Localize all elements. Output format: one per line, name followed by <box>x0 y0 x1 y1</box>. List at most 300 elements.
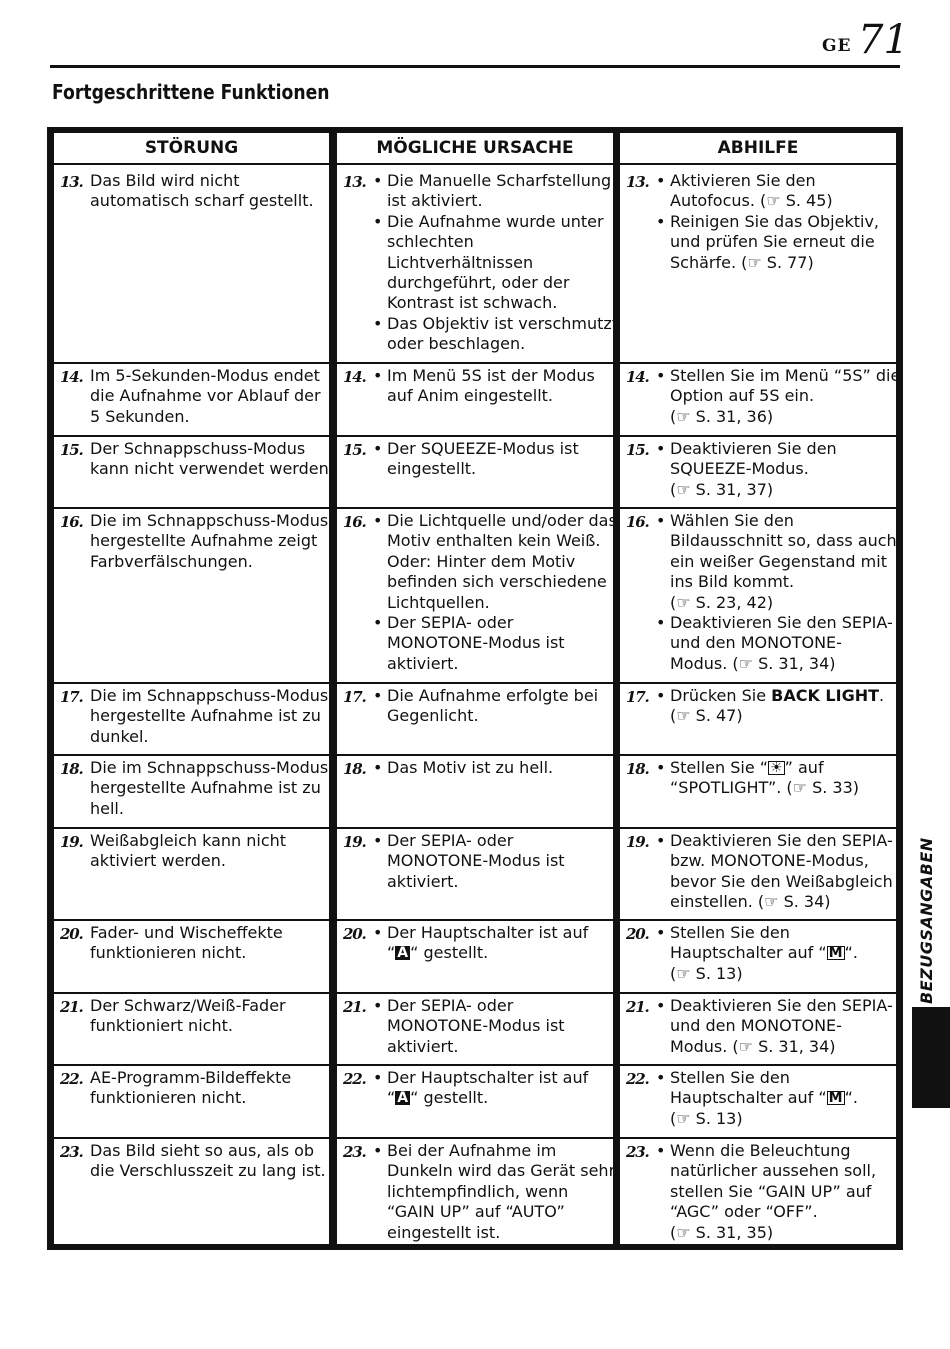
text-line: stellen Sie “GAIN UP” auf <box>670 1181 872 1201</box>
bullet-item <box>656 171 892 212</box>
table-cell <box>337 686 613 754</box>
text-line: • Die Aufnahme erfolgte bei <box>387 686 599 705</box>
spotlight-icon: ☀ <box>770 760 783 776</box>
text-fragment: Drücken Sie <box>670 686 772 705</box>
text-line: hergestellte Aufnahme ist zu <box>90 778 321 798</box>
bullet-item <box>656 1068 892 1129</box>
row-number: 22. <box>626 1070 649 1088</box>
text-line: aktiviert. <box>387 653 459 673</box>
cell-text <box>90 171 325 212</box>
table-cell <box>54 686 329 754</box>
bullet-item <box>656 831 892 913</box>
row-number: 15. <box>60 441 83 459</box>
text-line: durchgeführt, oder der <box>387 273 570 293</box>
table-cell <box>620 439 896 507</box>
text-line: aktiviert. <box>387 871 459 891</box>
table-cell <box>337 996 613 1064</box>
table-cell <box>620 1068 896 1137</box>
row-number: 22. <box>343 1070 366 1088</box>
row-number: 21. <box>60 998 83 1016</box>
text-line: und prüfen Sie erneut die <box>670 232 875 252</box>
text-fragment: Hauptschalter auf “ <box>670 1088 827 1108</box>
cell-text <box>90 996 325 1037</box>
row-divider <box>337 435 613 437</box>
table-cell <box>54 996 329 1064</box>
text-line: bevor Sie den Weißabgleich <box>670 871 893 891</box>
row-number: 17. <box>626 688 649 706</box>
text-line: Lichtverhältnissen <box>387 252 534 272</box>
text-line: Gegenlicht. <box>387 706 479 726</box>
bullet-item <box>373 686 609 727</box>
button-name: BACK LIGHT <box>771 686 880 705</box>
row-number: 15. <box>626 441 649 459</box>
row-number: 16. <box>60 513 83 531</box>
row-divider <box>620 827 896 829</box>
text-line: Autofocus. (☞ S. 45) <box>670 191 833 211</box>
row-number: 14. <box>60 368 83 386</box>
text-fragment: “. <box>844 943 858 963</box>
text-line: Oder: Hinter dem Motiv <box>387 551 576 571</box>
table-cell <box>54 1141 329 1244</box>
text-line: “GAIN UP” auf “AUTO” <box>387 1202 565 1222</box>
text-line: “AGC” oder “OFF”. <box>670 1202 818 1222</box>
row-number: 21. <box>343 998 366 1016</box>
row-number: 20. <box>60 925 83 943</box>
text-line <box>670 686 892 706</box>
bullet-item <box>373 1141 616 1243</box>
text-line: hergestellte Aufnahme ist zu <box>90 706 321 726</box>
side-tab-marker <box>912 1007 950 1108</box>
row-number: 19. <box>343 833 366 851</box>
table-cell <box>54 439 334 507</box>
problem-text <box>90 1068 325 1109</box>
column-cause <box>337 133 619 1244</box>
row-number: 15. <box>343 441 366 459</box>
text-line <box>670 943 892 963</box>
remedy-text <box>656 366 901 427</box>
remedy-text <box>656 686 892 727</box>
row-divider <box>620 1137 896 1139</box>
text-line: • Der SQUEEZE-Modus ist <box>387 439 579 458</box>
row-number: 13. <box>626 173 649 191</box>
table-cell <box>620 758 896 827</box>
text-line: automatisch scharf gestellt. <box>90 191 314 211</box>
cause-text <box>373 686 609 727</box>
text-line: hergestellte Aufnahme zeigt <box>90 531 318 551</box>
bullet-item <box>373 831 609 892</box>
row-number: 13. <box>60 173 83 191</box>
row-number: 23. <box>343 1143 366 1161</box>
text-line: Motiv enthalten kein Weiß. <box>387 531 601 551</box>
row-divider <box>54 919 329 921</box>
text-line: Weißabgleich kann nicht <box>90 831 287 850</box>
bullet-item <box>656 366 901 427</box>
text-line: • Das Motiv ist zu hell. <box>387 758 554 777</box>
text-line: funktionieren nicht. <box>90 1088 247 1108</box>
row-number: 21. <box>626 998 649 1016</box>
text-line: Der Schnappschuss-Modus <box>90 439 306 458</box>
bullet-item <box>656 212 892 273</box>
row-divider <box>54 827 329 829</box>
text-line: 5 Sekunden. <box>90 406 190 426</box>
bullet-item <box>656 758 892 799</box>
table-cell <box>620 923 896 992</box>
text-line: • Der SEPIA- oder <box>387 613 514 633</box>
cell-text <box>90 1068 325 1109</box>
cause-text <box>373 831 609 892</box>
row-divider <box>54 362 329 364</box>
text-line: • Bei der Aufnahme im <box>387 1141 557 1160</box>
row-number: 19. <box>60 833 83 851</box>
column-header-remedy: ABHILFE <box>620 133 896 165</box>
side-tab-label: BEZUGSANGABEN <box>917 837 936 1004</box>
bullet-item <box>373 366 609 407</box>
remedy-text <box>656 171 892 273</box>
text-line: Option auf 5S ein. <box>670 386 815 406</box>
text-line: Modus. (☞ S. 31, 34) <box>670 1036 836 1056</box>
text-line: • Der SEPIA- oder <box>387 831 514 850</box>
text-fragment: “ <box>387 943 396 963</box>
cell-text <box>90 511 329 572</box>
problem-text <box>90 831 325 872</box>
row-divider <box>54 1137 329 1139</box>
table-cell <box>337 511 617 682</box>
text-line: und den MONOTONE- <box>670 1016 842 1036</box>
text-line: oder beschlagen. <box>387 334 526 354</box>
text-line: Die im Schnappschuss-Modus <box>90 511 329 530</box>
problem-text <box>90 171 325 212</box>
table-cell <box>337 923 613 992</box>
text-line: • Stellen Sie im Menü “5S” die <box>670 366 901 385</box>
row-divider <box>54 435 329 437</box>
problem-text <box>90 686 329 747</box>
row-divider <box>54 682 329 684</box>
text-line: ein weißer Gegenstand mit <box>670 551 887 571</box>
column-header-cause: MÖGLICHE URSACHE <box>337 133 613 165</box>
text-line: AE-Programm-Bildeffekte <box>90 1068 292 1087</box>
column-remedy <box>620 133 901 1244</box>
text-line: • Die Manuelle Scharfstellung <box>387 171 612 190</box>
problem-text <box>90 1141 325 1182</box>
row-number: 16. <box>343 513 366 531</box>
row-divider <box>337 507 613 509</box>
column-header-problem: STÖRUNG <box>54 133 329 165</box>
text-line: Schärfe. (☞ S. 77) <box>670 252 814 272</box>
cause-text <box>373 511 617 674</box>
text-line: Das Bild wird nicht <box>90 171 240 190</box>
problem-text <box>90 758 329 819</box>
row-divider <box>620 507 896 509</box>
text-line: • Deaktivieren Sie den SEPIA- <box>670 831 893 850</box>
text-fragment: Stellen Sie “ <box>670 758 769 777</box>
table-cell <box>54 171 329 362</box>
table-cell <box>620 171 896 362</box>
text-line: Farbverfälschungen. <box>90 551 253 571</box>
row-number: 20. <box>343 925 366 943</box>
text-line: Die im Schnappschuss-Modus <box>90 686 329 705</box>
text-line: hell. <box>90 798 124 818</box>
bullet-item <box>656 1141 892 1243</box>
row-number: 23. <box>626 1143 649 1161</box>
cause-text <box>373 171 619 355</box>
section-title: Fortgeschrittene Funktionen <box>52 80 330 104</box>
row-divider <box>337 827 613 829</box>
text-line: • Die Aufnahme wurde unter <box>387 211 604 231</box>
text-line <box>670 1088 892 1108</box>
problem-text <box>90 439 334 480</box>
text-line: befinden sich verschiedene <box>387 572 607 592</box>
table-cell <box>620 996 896 1064</box>
cell-text <box>90 686 329 747</box>
text-line: • Im Menü 5S ist der Modus <box>387 366 595 385</box>
row-divider <box>337 919 613 921</box>
table-cell <box>620 1141 896 1244</box>
row-number: 16. <box>626 513 649 531</box>
text-line: Bildausschnitt so, dass auch <box>670 531 897 551</box>
bullet-item <box>656 439 892 500</box>
problem-text <box>90 366 325 427</box>
row-divider <box>620 435 896 437</box>
text-line: SQUEEZE-Modus. <box>670 459 809 479</box>
text-line: • Wählen Sie den <box>670 511 794 530</box>
text-fragment: “. <box>844 1088 858 1108</box>
remedy-text <box>656 996 892 1057</box>
row-divider <box>337 362 613 364</box>
table-cell <box>337 171 619 362</box>
bullet-item <box>373 1068 609 1109</box>
text-line: “SPOTLIGHT”. (☞ S. 33) <box>670 778 860 798</box>
row-divider <box>54 754 329 756</box>
row-divider <box>620 992 896 994</box>
problem-text <box>90 923 325 964</box>
text-fragment: ” auf <box>784 758 824 777</box>
text-line: • Die Lichtquelle und/oder das <box>387 511 617 530</box>
remedy-text <box>656 1141 892 1243</box>
table-cell <box>337 758 613 827</box>
table-cell <box>54 511 329 682</box>
cell-text <box>90 1141 325 1182</box>
cell-text <box>90 439 334 480</box>
cell-text <box>90 366 325 427</box>
page-number: 71 <box>858 17 909 63</box>
table-cell <box>620 366 901 435</box>
text-line: funktionieren nicht. <box>90 943 247 963</box>
text-fragment: “ <box>387 1088 396 1108</box>
text-line: schlechten <box>387 232 474 252</box>
header-language-code: GE <box>822 36 852 56</box>
cause-text <box>373 439 609 480</box>
text-line: • Stellen Sie den <box>670 923 790 942</box>
text-line: • Reinigen Sie das Objektiv, <box>670 211 879 231</box>
bullet-item <box>656 996 892 1057</box>
text-line: • Deaktivieren Sie den <box>670 439 837 458</box>
table-cell <box>54 366 329 435</box>
text-line: (☞ S. 31, 35) <box>670 1222 774 1242</box>
table-cell <box>337 1068 613 1137</box>
text-line <box>387 943 609 963</box>
text-line: die Aufnahme vor Ablauf der <box>90 386 321 406</box>
bullet-item <box>373 923 609 964</box>
text-line: Im 5-Sekunden-Modus endet <box>90 366 320 385</box>
row-number: 14. <box>626 368 649 386</box>
row-divider <box>337 754 613 756</box>
table-cell <box>54 831 329 919</box>
bullet-item <box>656 686 892 727</box>
bullet-item <box>373 439 609 480</box>
text-line: • Der SEPIA- oder <box>387 996 514 1015</box>
table-cell <box>54 758 329 827</box>
text-line: (☞ S. 47) <box>670 706 743 726</box>
row-number: 18. <box>60 760 83 778</box>
row-number: 18. <box>343 760 366 778</box>
bullet-item <box>373 313 619 355</box>
bullet-item <box>656 613 892 674</box>
text-line: (☞ S. 31, 36) <box>670 406 774 426</box>
text-line: kann nicht verwendet werden. <box>90 459 334 479</box>
text-line: • Aktivieren Sie den <box>670 171 816 190</box>
header-rule <box>50 65 900 68</box>
row-number: 22. <box>60 1070 83 1088</box>
auto-mode-icon: A <box>397 945 409 962</box>
table-cell <box>620 686 896 754</box>
row-divider <box>620 754 896 756</box>
text-line: (☞ S. 31, 37) <box>670 479 774 499</box>
row-number: 23. <box>60 1143 83 1161</box>
row-divider <box>54 1064 329 1066</box>
troubleshooting-table <box>47 127 903 1250</box>
text-line: die Verschlusszeit zu lang ist. <box>90 1161 326 1181</box>
row-divider <box>337 1137 613 1139</box>
text-line: Modus. (☞ S. 31, 34) <box>670 653 836 673</box>
remedy-text <box>656 923 892 984</box>
row-divider <box>620 1064 896 1066</box>
table-cell <box>337 831 613 919</box>
cell-text <box>90 758 329 819</box>
cause-text <box>373 996 609 1057</box>
row-number: 17. <box>60 688 83 706</box>
text-line: einstellen. (☞ S. 34) <box>670 892 831 912</box>
text-line: dunkel. <box>90 726 149 746</box>
text-line: Lichtquellen. <box>387 592 490 612</box>
text-line <box>387 1088 609 1108</box>
text-line: • Deaktivieren Sie den SEPIA- <box>670 613 893 633</box>
text-line: Dunkeln wird das Gerät sehr <box>387 1161 616 1181</box>
text-fragment: Hauptschalter auf “ <box>670 943 827 963</box>
row-divider <box>54 992 329 994</box>
remedy-text <box>656 1068 892 1129</box>
text-line: • Deaktivieren Sie den SEPIA- <box>670 996 893 1015</box>
text-line: aktiviert werden. <box>90 851 226 871</box>
row-divider <box>620 682 896 684</box>
remedy-text <box>656 511 897 674</box>
problem-text <box>90 996 325 1037</box>
cause-text <box>373 366 609 407</box>
row-divider <box>337 1064 613 1066</box>
text-line: funktioniert nicht. <box>90 1016 233 1036</box>
auto-mode-icon: A <box>397 1090 409 1107</box>
cause-text <box>373 758 609 778</box>
row-divider <box>620 362 896 364</box>
text-line: natürlicher aussehen soll, <box>670 1161 877 1181</box>
text-line: eingestellt ist. <box>387 1222 501 1242</box>
text-line: • Stellen Sie den <box>670 1068 790 1087</box>
text-line: • Der Hauptschalter ist auf <box>387 923 589 942</box>
remedy-text <box>656 439 892 500</box>
text-line: lichtempfindlich, wenn <box>387 1181 569 1201</box>
text-line: Das Bild sieht so aus, als ob <box>90 1141 315 1160</box>
text-line: (☞ S. 13) <box>670 963 743 983</box>
row-divider <box>337 992 613 994</box>
text-line: • Der Hauptschalter ist auf <box>387 1068 589 1087</box>
cell-text <box>90 923 325 964</box>
text-fragment: . <box>879 686 885 705</box>
text-line: (☞ S. 13) <box>670 1108 743 1128</box>
text-line: auf Anim eingestellt. <box>387 386 553 406</box>
row-divider <box>620 919 896 921</box>
text-line: ins Bild kommt. <box>670 572 795 592</box>
bullet-item <box>373 758 609 778</box>
bullet-item <box>373 171 612 212</box>
text-line: • Das Objektiv ist verschmutzt <box>387 313 619 333</box>
text-line: MONOTONE-Modus ist <box>387 851 565 871</box>
text-line: • Wenn die Beleuchtung <box>670 1141 851 1160</box>
cause-text <box>373 1068 609 1109</box>
text-line: (☞ S. 23, 42) <box>670 592 774 612</box>
cause-text <box>373 923 609 964</box>
text-line: aktiviert. <box>387 1036 459 1056</box>
text-fragment: “ gestellt. <box>410 1088 489 1108</box>
cell-text <box>90 831 325 872</box>
text-line: Kontrast ist schwach. <box>387 293 558 313</box>
table-cell <box>620 511 896 682</box>
bullet-item <box>373 212 609 314</box>
text-line: Der Schwarz/Weiß-Fader <box>90 996 286 1015</box>
bullet-item <box>656 923 892 984</box>
text-line: MONOTONE-Modus ist <box>387 1016 565 1036</box>
bullet-item <box>373 996 609 1057</box>
remedy-text <box>656 758 892 799</box>
bullet-item <box>373 613 609 674</box>
text-line: ist aktiviert. <box>387 191 483 211</box>
problem-text <box>90 511 329 572</box>
cause-text <box>373 1141 616 1243</box>
row-number: 14. <box>343 368 366 386</box>
text-line: MONOTONE-Modus ist <box>387 633 565 653</box>
text-fragment: “ gestellt. <box>410 943 489 963</box>
mode-icon: M <box>828 1090 843 1107</box>
mode-icon: M <box>828 945 843 962</box>
row-number: 13. <box>343 173 366 191</box>
table-cell <box>54 1068 329 1137</box>
row-divider <box>54 507 329 509</box>
table-cell <box>54 923 329 992</box>
row-divider <box>337 682 613 684</box>
column-problem <box>54 133 334 1244</box>
row-number: 20. <box>626 925 649 943</box>
table-cell <box>337 439 613 507</box>
table-cell <box>337 366 613 435</box>
row-number: 19. <box>626 833 649 851</box>
text-line: Fader- und Wischeffekte <box>90 923 283 942</box>
text-line: und den MONOTONE- <box>670 633 842 653</box>
row-number: 18. <box>626 760 649 778</box>
table-cell <box>620 831 896 919</box>
text-line: bzw. MONOTONE-Modus, <box>670 851 869 871</box>
text-line: Die im Schnappschuss-Modus <box>90 758 329 777</box>
bullet-item <box>373 511 617 613</box>
bullet-item <box>656 511 897 613</box>
remedy-text <box>656 831 892 913</box>
